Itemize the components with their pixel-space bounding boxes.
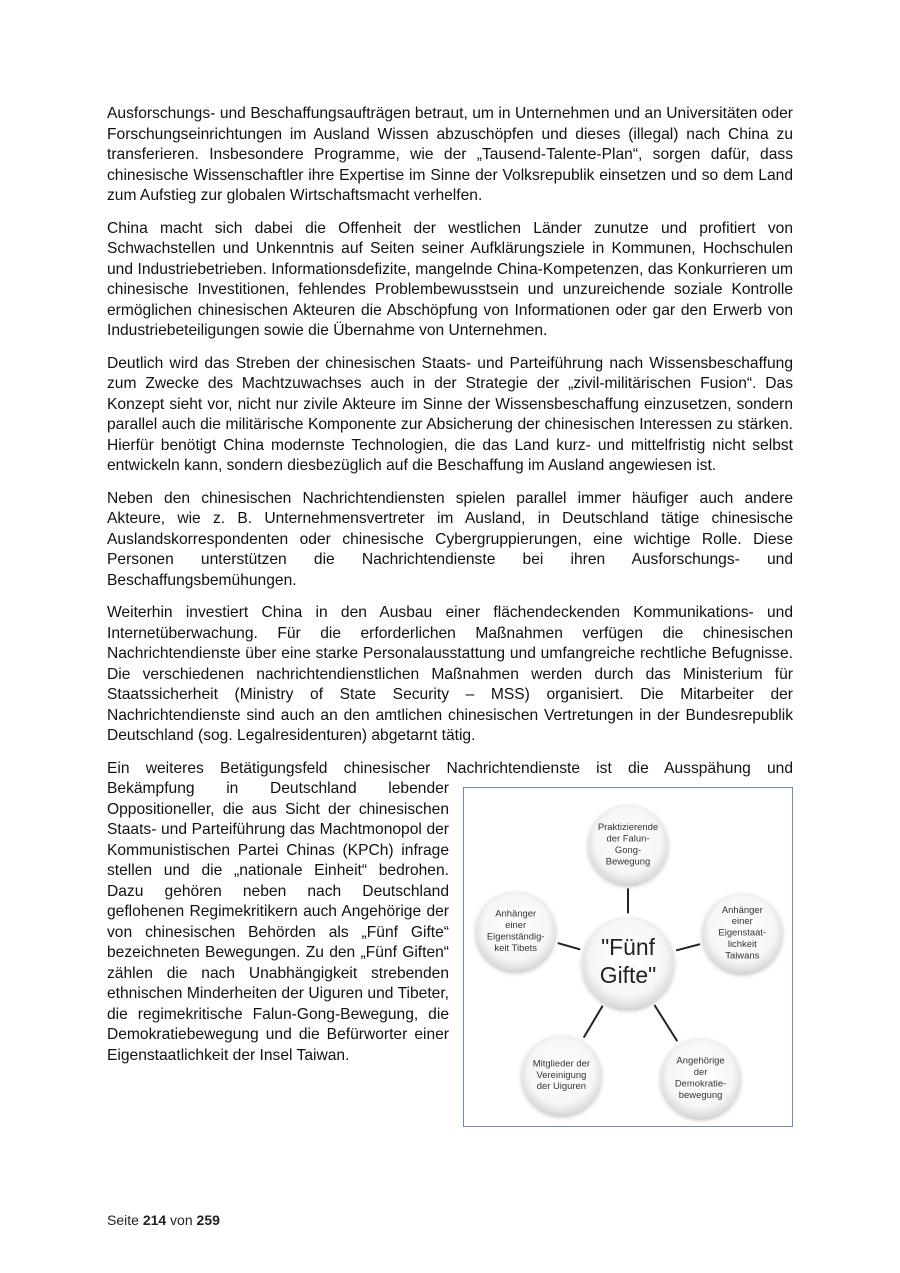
bubble-uiguren-text-line: Mitglieder der xyxy=(532,1058,590,1070)
diagram-svg xyxy=(464,788,792,1126)
bubble-tibet-text-line: keit Tibets xyxy=(494,942,537,954)
page-footer xyxy=(107,1212,220,1228)
bubble-tibet-text-line: einer xyxy=(505,919,527,931)
bubble-uiguren-text-line: der Uiguren xyxy=(536,1081,587,1093)
bubble-falun-gong-text-line: Praktizierende xyxy=(597,822,659,834)
bubble-tibet xyxy=(476,891,556,971)
paragraph-2: China macht sich dabei die Offenheit der westlichen Länder zunutze und profitiert von Schwachstellen und Unkenntnis auf Seiten seiner Aufklärungsziele in Kommunen, Hochschulen und Industriebetrieben. Informationsdefizite, mangelnde China-Kompetenzen, das Konkurrieren um chinesische Investitionen, fehlendes Problembewusstsein und unzureichende soziale Kontrolle ermöglichen chinesischen Akteuren die Abschöpfung von Informationen oder gar den Erwerb von Industriebeteiligungen sowie die Übernahme von Unternehmen. xyxy=(107,219,793,339)
footer-mid: von xyxy=(166,1212,197,1228)
bubble-taiwan xyxy=(703,893,783,973)
bubble-taiwan-text-line: Anhänger xyxy=(721,904,763,916)
center-bubble-fuenf-gifte xyxy=(582,917,673,1008)
fuenf-gifte-diagram xyxy=(463,787,793,1127)
paragraph-6-body: Bekämpfung in Deutschland lebender Oppositioneller, die aus Sicht der chinesischen Staats- und Parteiführung das Machtmonopol der Kommunistischen Partei Chinas (KPCh) infrage stellen und die „nationale Einheit“ bedrohen. Dazu gehören neben nach Deutschland geflohenen Regimekritikern auch Angehörige der von chinesischen Behörden als „Fünf Gifte“ bezeichneten Bewegungen. Zu den „Fünf Giften“ zählen die nach Unabhängigkeit strebenden ethnischen Minderheiten der Uiguren und Tibeter, die regimekritische Falun-Gong-Bewegung, die Demokratiebewegung und die Befürworter einer Eigenstaatlichkeit der Insel Taiwan. xyxy=(107,780,449,1064)
paragraph-6 xyxy=(107,759,793,780)
connector-line-4 xyxy=(584,1006,603,1038)
bubble-tibet-text-line: Eigenständig- xyxy=(486,931,545,943)
bubble-uiguren xyxy=(522,1036,602,1116)
footer-total-pages: 259 xyxy=(196,1212,220,1228)
bubble-demokratie-text-line: Angehörige xyxy=(676,1055,725,1067)
figure-wrap-section xyxy=(107,759,793,1101)
bubble-falun-gong xyxy=(588,805,668,885)
center-bubble-fuenf-gifte-text-line: Gifte" xyxy=(599,961,657,988)
paragraph-6-lead: Ein weiteres Betätigungsfeld chinesischer Nachrichtendienste ist die Ausspähung und xyxy=(107,759,793,777)
bubble-falun-gong-text-line: Gong- xyxy=(614,844,642,856)
connector-line-3 xyxy=(654,1005,677,1041)
bubble-tibet-text-line: Anhänger xyxy=(495,908,537,920)
paragraph-4: Neben den chinesischen Nachrichtendiensten spielen parallel immer häufiger auch andere Akteure, wie z. B. Unternehmensvertreter im Ausland, in Deutschland tätige chinesische Auslandskorrespondenten oder chinesische Cybergruppierungen, eine wichtige Rolle. Diese Personen unterstützen die Nachrichtendienste bei ihren Ausforschungs- und Beschaffungsbemühungen. xyxy=(107,489,793,589)
bubble-uiguren-text-line: Vereinigung xyxy=(536,1069,587,1081)
connector-line-5 xyxy=(558,943,580,949)
bubble-falun-gong-text-line: Bewegung xyxy=(605,856,651,868)
bubble-demokratie-text-line: bewegung xyxy=(678,1089,723,1101)
paragraph-3: Deutlich wird das Streben der chinesischen Staats- und Parteiführung nach Wissensbeschaffung zum Zwecke des Machtzuwachses auch in der Strategie der „zivil-militärischen Fusion“. Das Konzept sieht vor, nicht nur zivile Akteure im Sinne der Wissensbeschaffung einzusetzen, sondern parallel auch die militärische Komponente zur Absicherung der chinesischen Interessen zu stärken. Hierfür benötigt China modernste Technologien, die das Land kurz- und mittelfristig nicht selbst entwickeln kann, sondern diesbezüglich auf die Beschaffung im Ausland angewiesen ist. xyxy=(107,354,793,474)
bubble-demokratie xyxy=(661,1039,741,1119)
bubble-demokratie-text-line: Demokratie- xyxy=(674,1078,727,1090)
bubble-taiwan-text-line: Eigenstaat- xyxy=(718,927,767,939)
paragraph-5: Weiterhin investiert China in den Ausbau einer flächendeckenden Kommunikations- und Internetüberwachung. Für die erforderlichen Maßnahmen verfügen die chinesischen Nachrichtendienste über eine starke Personalausstattung und umfangreiche rechtliche Befugnisse. Die verschiedenen nachrichtendienstlichen Maßnahmen werden durch das Ministerium für Staatssicherheit (Ministry of State Security – MSS) organisiert. Die Mitarbeiter der Nachrichtendienste sind auch an den amtlichen chinesischen Vertretungen in der Bundesrepublik Deutschland (sog. Legalresidenturen) abgetarnt tätig. xyxy=(107,604,793,744)
bubble-taiwan-text-line: einer xyxy=(731,916,753,928)
footer-page-number: 214 xyxy=(142,1212,167,1228)
paragraph-1: Ausforschungs- und Beschaffungsaufträgen betraut, um in Unternehmen und an Universitäten oder Forschungseinrichtungen im Ausland Wissen abzuschöpfen und dieses (illegal) nach China zu transferieren. Insbesondere Programme, wie der „Tausend-Talente-Plan“, sorgen dafür, dass chinesische Wissenschaftler ihre Expertise im Sinne der Volksrepublik einsetzen und so dem Land zum Aufstieg zur globalen Wirtschaftsmacht verhelfen. xyxy=(107,105,793,204)
bubble-falun-gong-text-line: der Falun- xyxy=(606,833,650,845)
footer-prefix: Seite xyxy=(107,1212,143,1228)
bubble-taiwan-text-line: Taiwans xyxy=(725,950,760,962)
bubble-demokratie-text-line: der xyxy=(693,1067,708,1079)
center-bubble-fuenf-gifte-text-line: "Fünf xyxy=(601,934,655,961)
connector-line-2 xyxy=(676,944,700,950)
page-body xyxy=(107,104,793,1127)
bubble-taiwan-text-line: lichkeit xyxy=(727,939,757,951)
